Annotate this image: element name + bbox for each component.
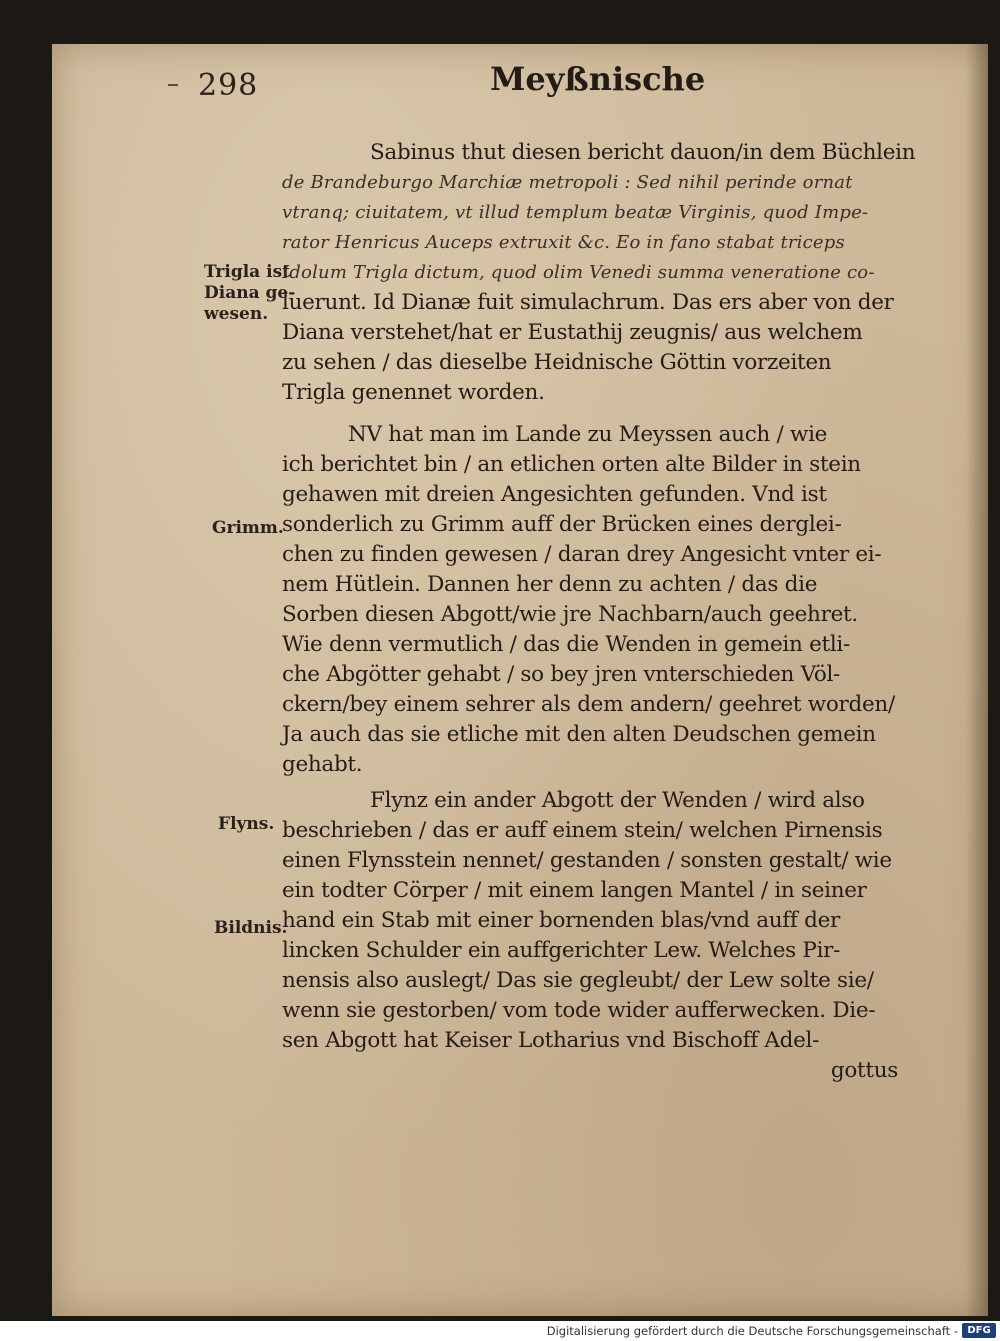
dfg-logo[interactable]: DFG	[962, 1323, 996, 1338]
text-line: vtranq; ciuitatem, vt illud templum beatæ Virginis, quod Impe-	[282, 202, 869, 223]
text-line: sen Abgott hat Keiser Lotharius vnd Bischoff Adel-	[282, 1028, 820, 1053]
text-line: che Abgötter gehabt / so bey jren vnterschieden Völ-	[282, 662, 841, 687]
text-line: NV hat man im Lande zu Meyssen auch / wie	[348, 422, 828, 447]
margin-note-flyns	[218, 814, 274, 835]
margin-note-line: Flyns.	[218, 814, 275, 834]
margin-note-line: Trigla ist	[204, 262, 290, 282]
text-line: Trigla genennet worden.	[282, 380, 545, 405]
text-line: Sabinus thut diesen bericht dauon/in dem Büchlein	[370, 140, 916, 165]
text-line: Diana verstehet/hat er Eustathij zeugnis/ aus welchem	[282, 320, 863, 345]
text-line: rator Henricus Auceps extruxit &c. Eo in fano stabat triceps	[282, 232, 845, 253]
header-dash	[168, 84, 178, 86]
text-line: hand ein Stab mit einer bornenden blas/vnd auff der	[282, 908, 840, 933]
margin-note-line: Bildnis.	[214, 918, 288, 938]
text-line: wenn sie gestorben/ vom tode wider aufferwecken. Die-	[282, 998, 876, 1023]
text-line: Ja auch das sie etliche mit den alten Deudschen gemein	[282, 722, 876, 747]
margin-note-line: Grimm.	[212, 518, 284, 538]
text-line: nensis also auslegt/ Das sie gegleubt/ der Lew solte sie/	[282, 968, 874, 993]
text-line: Sorben diesen Abgott/wie jre Nachbarn/auch geehret.	[282, 602, 858, 627]
text-line: chen zu finden gewesen / daran drey Angesicht vnter ei-	[282, 542, 882, 567]
running-head: Meyßnische	[490, 60, 706, 98]
text-line: ein todter Cörper / mit einem langen Mantel / in seiner	[282, 878, 867, 903]
paragraph-1	[282, 138, 916, 408]
margin-note-grimm	[212, 518, 284, 539]
paragraph-2	[282, 420, 898, 780]
footer-bar	[0, 1321, 1000, 1341]
page-edge-shadow	[966, 44, 988, 1316]
text-line: sonderlich zu Grimm auff der Brücken eines derglei-	[282, 512, 842, 537]
text-line: de Brandeburgo Marchiæ metropoli : Sed nihil perinde ornat	[282, 172, 853, 193]
margin-note-bildnis	[214, 918, 287, 939]
text-line: Flynz ein ander Abgott der Wenden / wird also	[370, 788, 865, 813]
margin-note-line: wesen.	[204, 304, 269, 324]
text-line: luerunt. Id Dianæ fuit simulachrum. Das ers aber von der	[282, 290, 894, 315]
text-line: ich berichtet bin / an etlichen orten alte Bilder in stein	[282, 452, 861, 477]
text-line: Idolum Trigla dictum, quod olim Venedi summa veneratione co-	[282, 262, 875, 283]
footer-credit: Digitalisierung gefördert durch die Deutsche Forschungsgemeinschaft -	[546, 1324, 958, 1338]
text-line: Wie denn vermutlich / das die Wenden in gemein etli-	[282, 632, 850, 657]
text-line: zu sehen / das dieselbe Heidnische Göttin vorzeiten	[282, 350, 832, 375]
text-line: nem Hütlein. Dannen her denn zu achten / das die	[282, 572, 818, 597]
page-number: 298	[198, 68, 259, 103]
text-line: gehabt.	[282, 752, 363, 777]
margin-note-line: Diana ge-	[204, 283, 296, 303]
text-line: beschrieben / das er auff einem stein/ welchen Pirnensis	[282, 818, 883, 843]
text-line: ckern/bey einem sehrer als dem andern/ geehret worden/	[282, 692, 895, 717]
catchword: gottus	[830, 1058, 898, 1083]
text-line: gehawen mit dreien Angesichten gefunden. Vnd ist	[282, 482, 827, 507]
text-line: lincken Schulder ein auffgerichter Lew. Welches Pir-	[282, 938, 841, 963]
text-line: einen Flynsstein nennet/ gestanden / sonsten gestalt/ wie	[282, 848, 892, 873]
paragraph-3	[282, 786, 898, 1086]
